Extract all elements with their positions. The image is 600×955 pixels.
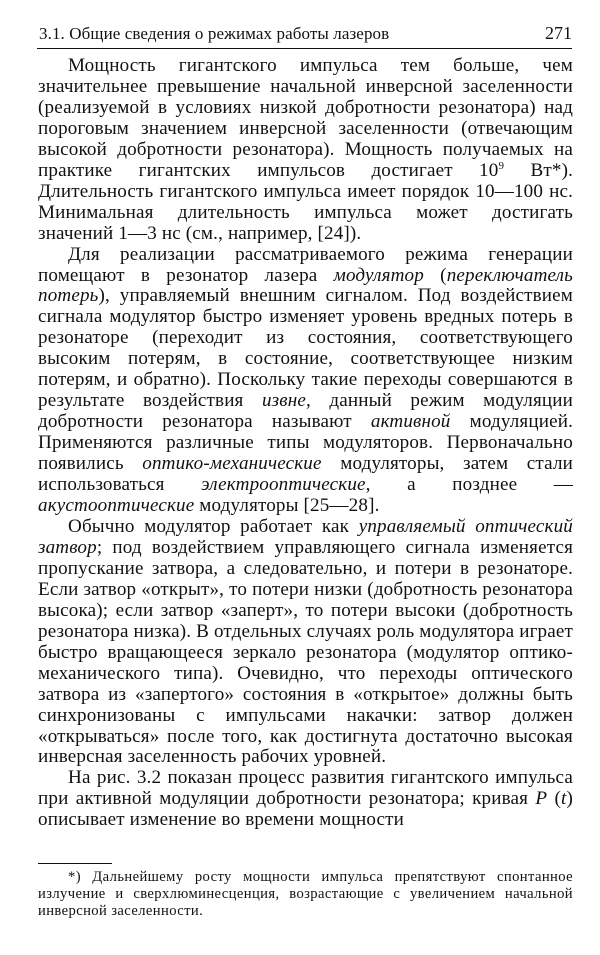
p3-term-optical-gate: управляемый оптический затвор [38, 515, 573, 558]
footnote: *) Дальнейшему росту мощности импульса препятствуют спонтанное излучение и сверхлюминесценция, возрастающие с увеличением начальной инверсной заселенности. [38, 869, 573, 920]
p2-text-f: модуляторы, затем стали использоваться [38, 453, 573, 496]
p4-symbol-t: t [561, 788, 567, 810]
paragraph-2 [38, 245, 573, 517]
p4-text-b: ( [547, 788, 562, 810]
p1-text-a: Мощность гигантского импульса тем больше, чем значительнее превышение начальной инверсной заселенности (реализуемой в условиях низкой добротности резонатора) над пороговым значением инверсной заселенности (отвечающим высокой добротности резонатора). Мощность получаемых на практике гигантских импульсов достигает 10 [38, 55, 573, 181]
page-number: 271 [545, 23, 572, 43]
p2-text-c: ), управляемый внешним сигналом. Под воздействием сигнала модулятор быстро изменяет уровень вредных потерь в резонаторе (переходит из состояния, соответствующего высоким потерям, в состояние, соответствующее низким потерям, и обратно). Поскольку такие переходы совершаются в результате воздействия [38, 285, 573, 412]
p2-text-b: ( [423, 264, 447, 286]
p4-text-a: На рис. 3.2 показан процесс развития гигантского импульса при активной модуляции добротности резонатора; кривая [38, 767, 573, 810]
running-header [37, 14, 572, 49]
p3-text-b: ; под воздействием управляющего сигнала изменяется пропускание затвора, а следовательно, и потери в резонаторе. Если затвор «открыт», то потери низки (добротность резонатора высока); если затвор «заперт», то потери высоки (добротность резонатора низка). В отдельных случаях роль модулятора играет быстро вращающееся зеркало резонатора (модулятор оптико-механического типа). Очевидно, что переходы оптического затвора из «запертого» состояния в «открытое» должны быть синхронизованы с импульсами накачки: затвор должен «открываться» после того, как достигнута достаточно высокая инверсная заселенность рабочих уровней. [38, 536, 573, 768]
p2-term-loss-switch: переключатель потерь [38, 264, 573, 307]
p1-exponent: 9 [498, 159, 505, 172]
p2-text-g: , а позднее — [365, 474, 573, 496]
p2-term-electrooptical: электрооптические [201, 474, 366, 496]
p2-term-optomechanical: оптико-механические [142, 453, 322, 475]
p2-text-d: , данный режим модуляции добротности резонатора называют [38, 390, 573, 433]
p3-text-a: Обычно модулятор работает как [68, 515, 359, 537]
p4-text-c: ) описывает изменение во времени мощности [38, 788, 573, 831]
paragraph-3 [38, 517, 573, 768]
p2-text-a: Для реализации рассматриваемого режима генерации помещают в резонатор лазера [38, 243, 573, 286]
p2-text-h: модуляторы [25—28]. [194, 495, 380, 517]
p2-term-modulator: модулятор [333, 264, 424, 286]
p2-term-external: извне [261, 390, 306, 412]
running-title: 3.1. Общие сведения о режимах работы лазеров [39, 24, 390, 43]
main-text [38, 56, 573, 831]
p2-term-active: активной [370, 411, 451, 433]
paragraph-1 [38, 56, 573, 245]
footnote-rule [38, 863, 112, 864]
p4-symbol-p: P [535, 788, 548, 810]
paragraph-4 [38, 768, 573, 831]
p1-text-b: Вт*). Длительность гигантского импульса имеет порядок 10—100 нс. Минимальная длительность импульса может достигать значений 1—3 нс (см., например, [24]). [38, 159, 574, 244]
p2-term-acoustooptical: акустооптические [38, 495, 195, 517]
p2-text-e: модуляцией. Применяются различные типы модуляторов. Первоначально появились [38, 411, 573, 475]
